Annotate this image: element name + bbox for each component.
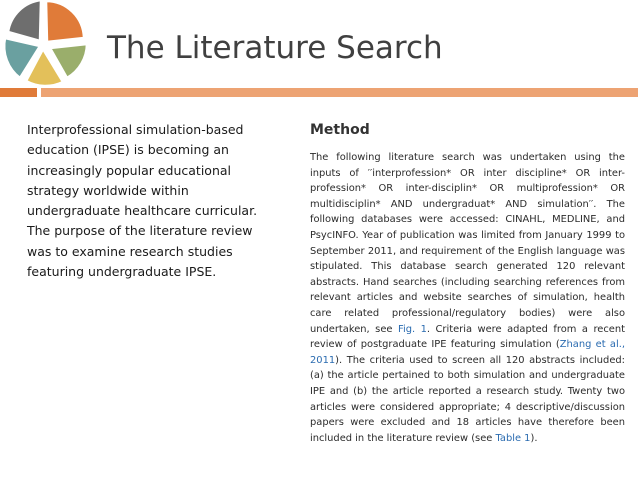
citation-link[interactable]: Zhang et al., 2011 (310, 339, 626, 366)
title-rule-accent (0, 88, 37, 97)
figure-reference-link[interactable]: Fig. 1 (397, 323, 427, 335)
pie-segments-logo-icon (0, 0, 100, 91)
logo-segment (8, 0, 41, 41)
method-text: The following literature search was undertaken using the inputs of ′′interprofession* OR inter discipline* OR inter-profession* OR inter-disciplin* OR multiprofession* OR multidisciplin* AND undergraduat* AND simulation′′. The following databases were accessed: CINAHL, MEDLINE, and PsycINFO. Year of publication was limited from January 1999 to September 2011, and requirement of the English language was stipulated. This database search generated 120 relevant abstracts. Hand searches (including searching references from relevant articles and website searches of simulation, health care related professional/regulatory bodies) were also undertaken, see (310, 152, 625, 335)
slide-title: The Literature Search (107, 30, 443, 66)
paper-excerpt (310, 122, 625, 446)
title-rule (41, 88, 638, 97)
method-text: ). The criteria used to screen all 120 abstracts included: (a) the article pertained to both simulation and undergraduate IPE and (b) the article reported a research study. Twenty two articles were considered appropriate; 4 descriptive/discussion papers were excluded and 18 articles have therefore been included in the literature review (see (310, 354, 625, 444)
table-reference-link[interactable]: Table 1 (495, 432, 531, 444)
slide-body-text: Interprofessional simulation-based education (IPSE) is becoming an increasingly popular educational strategy worldwide within undergraduate healthcare curricular. The purpose of the literature review was to examine research studies featuring undergraduate IPSE. (27, 122, 258, 280)
method-heading: Method (310, 122, 370, 138)
method-body (310, 150, 625, 446)
logo-segment (46, 1, 84, 42)
method-text: . Criteria were adapted from a recent review of postgraduate IPE featuring simulation ( (310, 323, 625, 351)
method-text: ). (530, 432, 538, 444)
